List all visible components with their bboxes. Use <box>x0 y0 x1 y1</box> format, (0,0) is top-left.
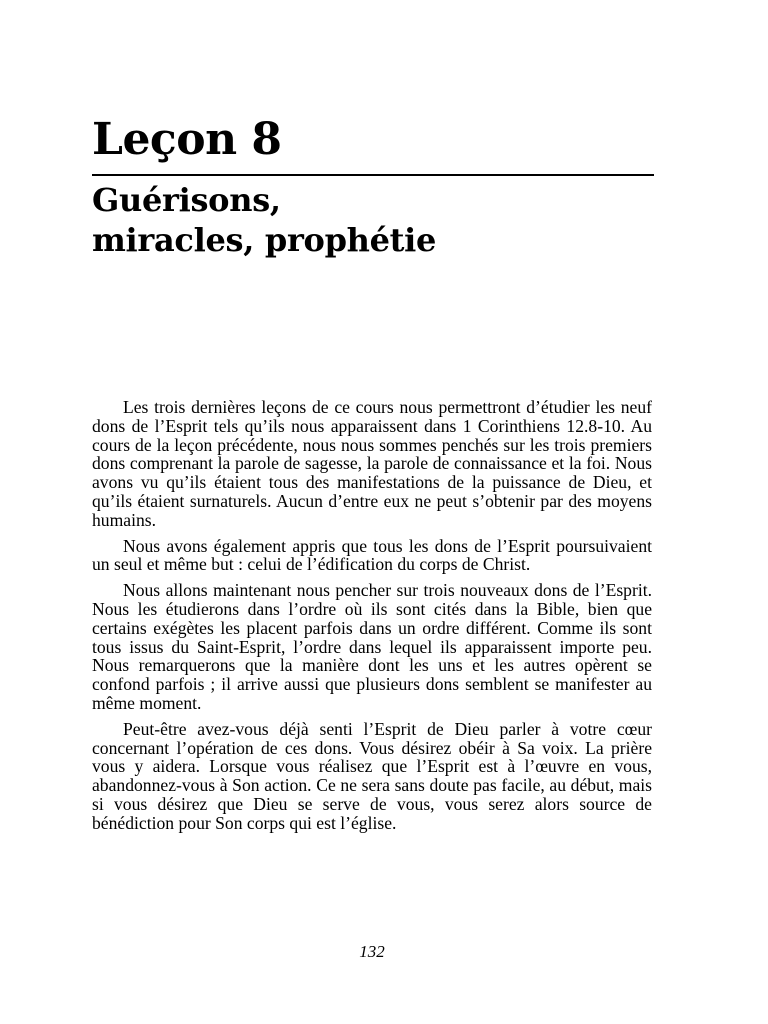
paragraph-4: Peut-être avez-vous déjà senti l’Esprit de Dieu parler à votre cœur concernant l’opération de ces dons. Vous désirez obéir à Sa voix. La prière vous y aidera. Lorsque vous réalisez que l’Esprit est à l’œuvre en vous, abandonnez-vous à Son action. Ce ne sera sans doute pas facile, au début, mais si vous désirez que Dieu se serve de vous, vous serez alors source de bénédiction pour Son corps qui est l’église. <box>92 718 652 833</box>
subtitle-line-2: miracles, prophétie <box>92 221 437 259</box>
paragraph-1: Les trois dernières leçons de ce cours nous permettront d’étudier les neuf dons de l’Esprit tels qu’ils nous apparaissent dans 1 Corinthiens 12.8-10. Au cours de la leçon précédente, nous nous sommes penchés sur les trois premiers dons comprenant la parole de sagesse, la parole de connaissance et la foi. Nous avons vu qu’ils étaient tous des manifestations de la puissance de Dieu, et qu’ils étaient surnaturels. Aucun d’entre eux ne peut s’obtenir par des moyens humains. <box>92 397 652 530</box>
paragraph-3: Nous allons maintenant nous pencher sur trois nouveaux dons de l’Esprit. Nous les étudierons dans l’ordre où ils sont cités dans la Bible, bien que certains exégètes les placent parfois dans un ordre différent. Comme ils sont tous issus du Saint-Esprit, l’ordre dans lequel ils apparaissent importe peu. Nous remarquerons que la manière dont les uns et les autres opèrent se confond parfois ; il arrive aussi que plusieurs dons semblent se manifester au même moment. <box>92 580 652 713</box>
title-divider <box>92 174 654 176</box>
paragraph-2: Nous avons également appris que tous les dons de l’Esprit poursuivaient un seul et même but : celui de l’édification du corps de Christ. <box>92 535 652 575</box>
body-text <box>92 398 652 840</box>
page-number: 132 <box>359 942 385 961</box>
lesson-title: Leçon 8 <box>92 114 282 165</box>
lesson-subtitle <box>92 180 436 260</box>
subtitle-line-1: Guérisons, <box>92 181 281 219</box>
